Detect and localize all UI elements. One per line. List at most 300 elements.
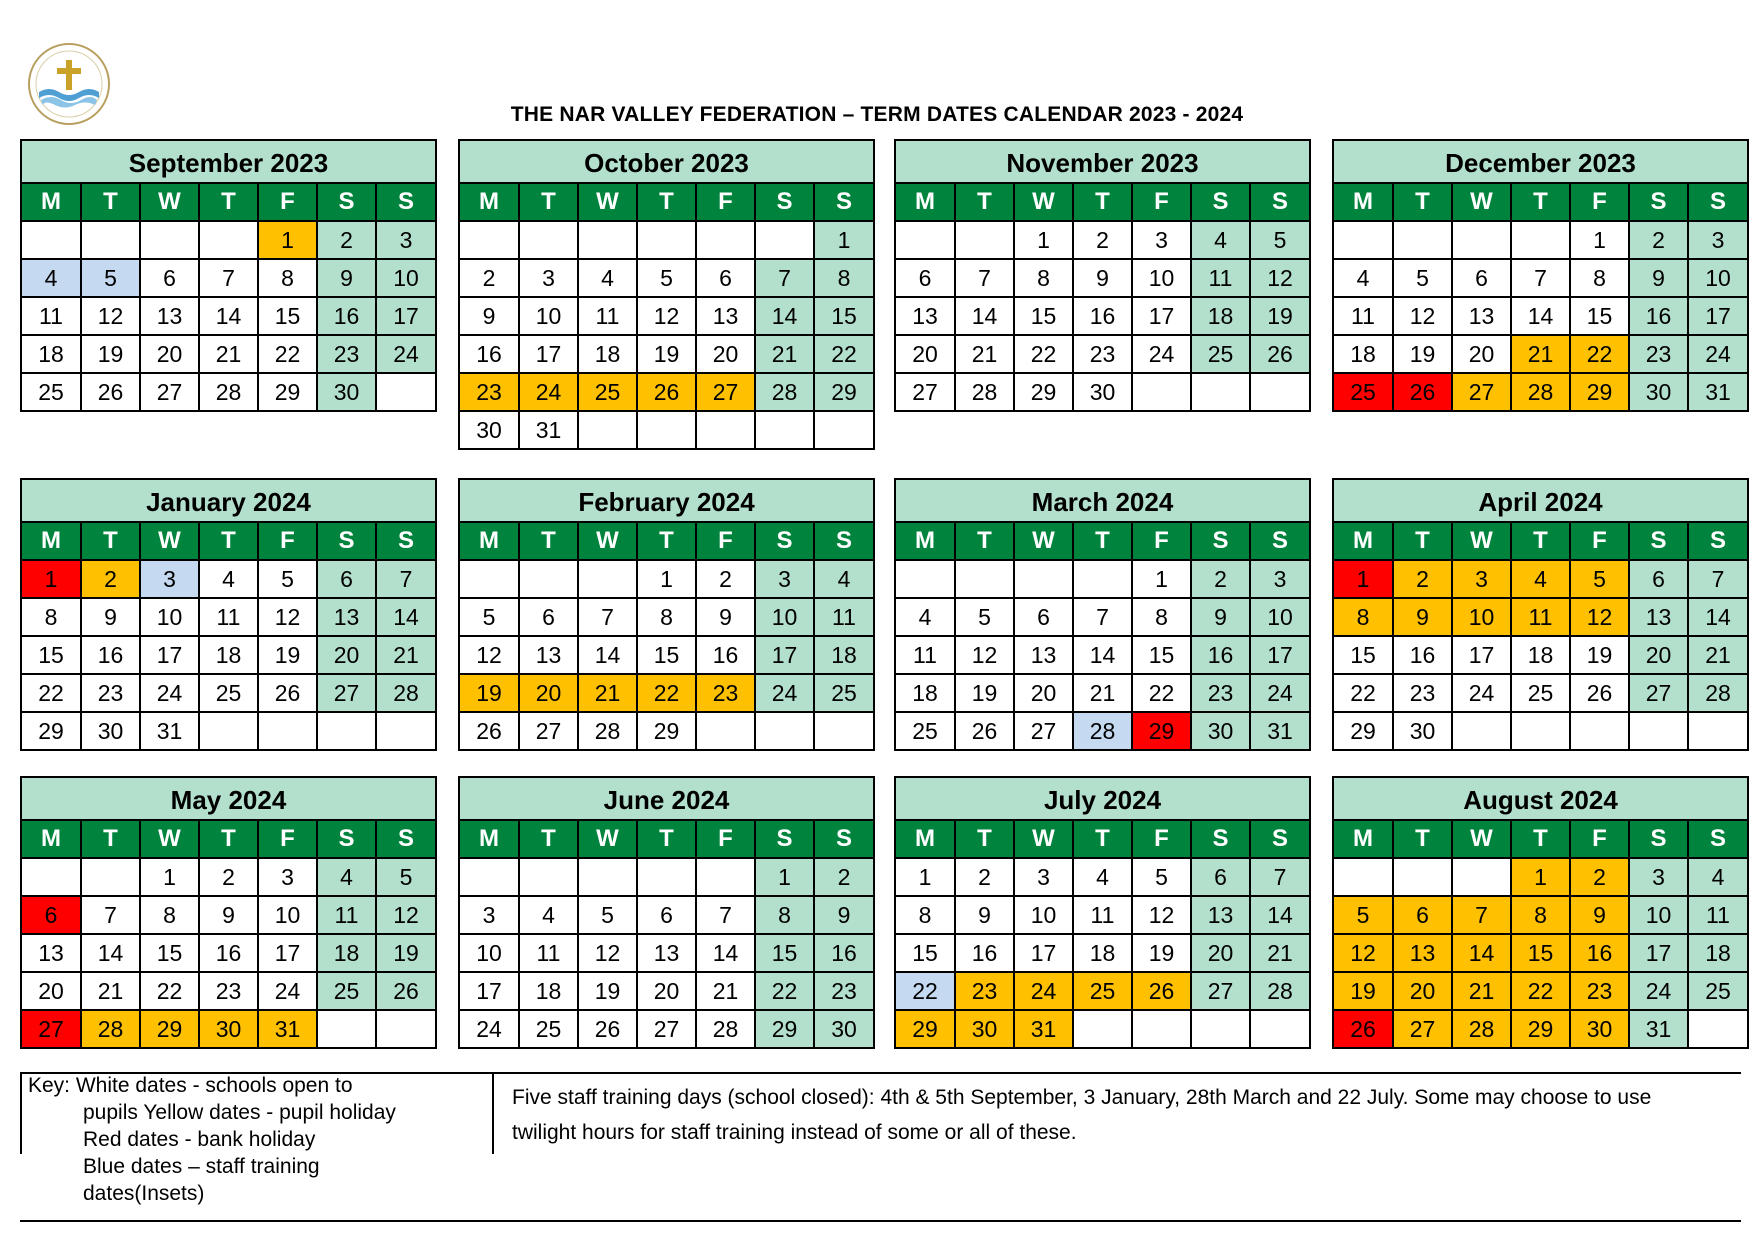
day-cell: 18 [1191,297,1250,335]
empty-cell [199,712,258,749]
day-cell: 9 [955,896,1014,934]
day-cell: 15 [896,934,955,972]
day-cell: 23 [1191,674,1250,712]
day-cell: 9 [460,297,519,335]
month-title: March 2024 [896,480,1309,523]
weekday-header: T [637,523,696,560]
weekday-header: S [1191,821,1250,858]
weekday-header: M [460,523,519,560]
day-cell: 2 [696,560,755,598]
day-cell: 22 [896,972,955,1010]
weekday-header: M [1334,821,1393,858]
day-cell: 23 [317,335,376,373]
day-cell: 16 [317,297,376,335]
day-cell: 28 [1511,373,1570,410]
day-cell: 13 [637,934,696,972]
weekday-header: S [1191,184,1250,221]
day-cell: 3 [519,259,578,297]
day-cell: 8 [896,896,955,934]
training-days-note: Five staff training days (school closed): 4th & 5th September, 3 January, 28th March and 22 July. Some may choose to use twilight hours for staff training instead of some or all of these. [512,1086,1652,1144]
day-cell: 23 [1629,335,1688,373]
day-cell: 14 [1250,896,1309,934]
day-cell: 21 [1250,934,1309,972]
weekday-header: W [1452,184,1511,221]
empty-cell [1073,1010,1132,1047]
day-cell: 13 [1452,297,1511,335]
day-cell: 17 [1250,636,1309,674]
empty-cell [317,1010,376,1047]
day-cell: 11 [1511,598,1570,636]
weekday-header: T [955,821,1014,858]
month-title: October 2023 [460,141,873,184]
day-cell: 31 [1014,1010,1073,1047]
day-cell: 19 [81,335,140,373]
weekday-header: T [1511,821,1570,858]
month-calendar [894,139,1311,412]
day-cell: 2 [1629,221,1688,259]
day-cell: 4 [1511,560,1570,598]
day-cell: 24 [519,373,578,411]
day-cell: 1 [258,221,317,259]
day-cell: 12 [1250,259,1309,297]
day-cell: 31 [519,411,578,448]
day-cell: 2 [317,221,376,259]
day-cell: 24 [1132,335,1191,373]
day-cell: 7 [955,259,1014,297]
day-cell: 15 [1132,636,1191,674]
day-cell: 10 [460,934,519,972]
day-cell: 23 [955,972,1014,1010]
weekday-header: M [460,184,519,221]
day-cell: 31 [258,1010,317,1047]
month-calendar [894,478,1311,751]
day-cell: 9 [814,896,873,934]
day-cell: 2 [814,858,873,896]
day-cell: 31 [1688,373,1747,410]
day-cell: 2 [81,560,140,598]
day-cell: 30 [814,1010,873,1047]
day-cell: 27 [317,674,376,712]
day-cell: 13 [896,297,955,335]
day-cell: 9 [696,598,755,636]
weekday-header: S [1688,523,1747,560]
day-cell: 2 [1191,560,1250,598]
day-cell: 22 [1014,335,1073,373]
day-cell: 20 [896,335,955,373]
day-cell: 14 [955,297,1014,335]
day-cell: 27 [1191,972,1250,1010]
day-cell: 4 [1191,221,1250,259]
weekday-header: S [1191,523,1250,560]
empty-cell [258,712,317,749]
day-cell: 28 [199,373,258,410]
day-cell: 26 [1393,373,1452,410]
day-cell: 20 [22,972,81,1010]
day-cell: 9 [199,896,258,934]
weekday-header: F [696,184,755,221]
day-cell: 14 [1452,934,1511,972]
key-legend [28,1072,478,1207]
weekday-header: M [896,523,955,560]
day-cell: 5 [258,560,317,598]
day-cell: 26 [376,972,435,1010]
day-cell: 6 [1191,858,1250,896]
month-title: May 2024 [22,778,435,821]
day-cell: 23 [1393,674,1452,712]
day-cell: 28 [1250,972,1309,1010]
day-cell: 20 [140,335,199,373]
day-cell: 12 [81,297,140,335]
day-cell: 16 [81,636,140,674]
day-cell: 13 [1629,598,1688,636]
day-cell: 2 [1393,560,1452,598]
day-cell: 27 [696,373,755,411]
day-cell: 7 [199,259,258,297]
day-cell: 19 [460,674,519,712]
day-cell: 11 [578,297,637,335]
day-cell: 3 [1629,858,1688,896]
day-cell: 27 [1452,373,1511,410]
day-cell: 18 [519,972,578,1010]
weekday-header: F [1132,821,1191,858]
day-cell: 7 [1688,560,1747,598]
weekday-header: T [199,821,258,858]
day-cell: 11 [1334,297,1393,335]
weekday-header: M [896,184,955,221]
day-cell: 12 [1132,896,1191,934]
day-cell: 20 [317,636,376,674]
weekday-header: S [317,821,376,858]
empty-cell [1452,221,1511,259]
day-cell: 17 [1014,934,1073,972]
day-cell: 10 [140,598,199,636]
day-cell: 28 [696,1010,755,1047]
month-title: June 2024 [460,778,873,821]
day-cell: 22 [637,674,696,712]
day-cell: 24 [1688,335,1747,373]
empty-cell [1014,560,1073,598]
day-cell: 6 [519,598,578,636]
empty-cell [376,373,435,410]
empty-cell [696,221,755,259]
month-title: July 2024 [896,778,1309,821]
empty-cell [1191,373,1250,410]
empty-cell [696,712,755,749]
weekday-header: S [376,821,435,858]
weekday-header: W [578,523,637,560]
key-line: Key: White dates - schools open to [28,1074,353,1097]
empty-cell [1629,712,1688,749]
day-cell: 13 [1191,896,1250,934]
day-cell: 29 [637,712,696,749]
day-cell: 9 [1570,896,1629,934]
day-cell: 5 [1570,560,1629,598]
day-cell: 30 [955,1010,1014,1047]
month-calendar [894,776,1311,1049]
weekday-header: T [1073,821,1132,858]
day-cell: 15 [22,636,81,674]
day-cell: 18 [1511,636,1570,674]
day-cell: 16 [1191,636,1250,674]
day-cell: 31 [1629,1010,1688,1047]
month-calendar [1332,478,1749,751]
day-cell: 27 [1629,674,1688,712]
day-cell: 26 [637,373,696,411]
day-cell: 20 [519,674,578,712]
day-cell: 22 [1334,674,1393,712]
empty-cell [578,411,637,448]
weekday-header: S [376,184,435,221]
day-cell: 13 [140,297,199,335]
day-cell: 15 [755,934,814,972]
day-cell: 28 [81,1010,140,1047]
weekday-header: T [1511,184,1570,221]
day-cell: 6 [1452,259,1511,297]
empty-cell [755,221,814,259]
day-cell: 13 [519,636,578,674]
day-cell: 12 [376,896,435,934]
day-cell: 4 [519,896,578,934]
day-cell: 6 [22,896,81,934]
day-cell: 29 [1132,712,1191,749]
weekday-header: T [955,523,1014,560]
day-cell: 24 [376,335,435,373]
empty-cell [637,858,696,896]
day-cell: 9 [1629,259,1688,297]
weekday-header: S [814,821,873,858]
weekday-header: T [1073,184,1132,221]
day-cell: 18 [814,636,873,674]
day-cell: 14 [578,636,637,674]
day-cell: 29 [258,373,317,410]
weekday-header: T [1073,523,1132,560]
day-cell: 21 [376,636,435,674]
day-cell: 24 [755,674,814,712]
day-cell: 29 [814,373,873,411]
day-cell: 5 [1250,221,1309,259]
day-cell: 25 [896,712,955,749]
day-cell: 7 [1452,896,1511,934]
day-cell: 12 [578,934,637,972]
day-cell: 20 [1014,674,1073,712]
day-cell: 20 [1452,335,1511,373]
day-cell: 1 [896,858,955,896]
month-title: January 2024 [22,480,435,523]
day-cell: 12 [1393,297,1452,335]
weekday-header: M [1334,184,1393,221]
day-cell: 27 [896,373,955,410]
weekday-header: W [140,184,199,221]
day-cell: 8 [1014,259,1073,297]
day-cell: 7 [696,896,755,934]
day-cell: 16 [696,636,755,674]
day-cell: 25 [1511,674,1570,712]
day-cell: 15 [814,297,873,335]
weekday-header: S [1629,184,1688,221]
day-cell: 23 [199,972,258,1010]
day-cell: 22 [1511,972,1570,1010]
empty-cell [814,712,873,749]
day-cell: 1 [140,858,199,896]
day-cell: 16 [955,934,1014,972]
day-cell: 20 [1191,934,1250,972]
empty-cell [955,560,1014,598]
day-cell: 11 [1191,259,1250,297]
empty-cell [696,858,755,896]
day-cell: 24 [1629,972,1688,1010]
day-cell: 7 [1511,259,1570,297]
empty-cell [460,858,519,896]
day-cell: 6 [317,560,376,598]
day-cell: 5 [955,598,1014,636]
day-cell: 20 [1629,636,1688,674]
empty-cell [578,858,637,896]
empty-cell [199,221,258,259]
day-cell: 3 [376,221,435,259]
weekday-header: W [578,184,637,221]
day-cell: 2 [1073,221,1132,259]
key-line: dates(Insets) [83,1182,205,1205]
weekday-header: M [1334,523,1393,560]
empty-cell [1688,712,1747,749]
day-cell: 13 [696,297,755,335]
weekday-header: F [1570,821,1629,858]
day-cell: 11 [199,598,258,636]
empty-cell [578,560,637,598]
day-cell: 3 [1250,560,1309,598]
month-title: February 2024 [460,480,873,523]
day-cell: 26 [1132,972,1191,1010]
weekday-header: F [258,184,317,221]
weekday-header: S [376,523,435,560]
day-cell: 18 [199,636,258,674]
weekday-header: F [258,523,317,560]
day-cell: 17 [376,297,435,335]
day-cell: 15 [1570,297,1629,335]
day-cell: 2 [460,259,519,297]
empty-cell [1191,1010,1250,1047]
day-cell: 17 [1629,934,1688,972]
day-cell: 7 [578,598,637,636]
weekday-header: W [1452,821,1511,858]
weekday-header: F [1132,184,1191,221]
day-cell: 1 [1014,221,1073,259]
day-cell: 19 [1250,297,1309,335]
key-line: pupils Yellow dates - pupil holiday [83,1101,396,1124]
month-calendar [1332,139,1749,412]
day-cell: 11 [1073,896,1132,934]
empty-cell [578,221,637,259]
weekday-header: T [81,184,140,221]
day-cell: 9 [1191,598,1250,636]
weekday-header: S [755,821,814,858]
day-cell: 28 [1073,712,1132,749]
day-cell: 10 [755,598,814,636]
day-cell: 7 [1250,858,1309,896]
day-cell: 27 [1393,1010,1452,1047]
day-cell: 23 [1073,335,1132,373]
day-cell: 19 [258,636,317,674]
day-cell: 28 [578,712,637,749]
empty-cell [1334,221,1393,259]
empty-cell [317,712,376,749]
day-cell: 8 [637,598,696,636]
day-cell: 17 [258,934,317,972]
day-cell: 31 [140,712,199,749]
weekday-header: S [1250,184,1309,221]
empty-cell [1073,560,1132,598]
day-cell: 3 [1014,858,1073,896]
day-cell: 24 [258,972,317,1010]
day-cell: 16 [460,335,519,373]
day-cell: 6 [696,259,755,297]
day-cell: 14 [1073,636,1132,674]
day-cell: 4 [22,259,81,297]
day-cell: 10 [1014,896,1073,934]
empty-cell [22,221,81,259]
day-cell: 31 [1250,712,1309,749]
day-cell: 14 [696,934,755,972]
day-cell: 10 [1132,259,1191,297]
day-cell: 8 [258,259,317,297]
day-cell: 15 [140,934,199,972]
day-cell: 3 [258,858,317,896]
day-cell: 14 [376,598,435,636]
day-cell: 25 [317,972,376,1010]
month-calendar [20,776,437,1049]
day-cell: 30 [1629,373,1688,410]
day-cell: 1 [1334,560,1393,598]
day-cell: 29 [1014,373,1073,410]
day-cell: 17 [1132,297,1191,335]
day-cell: 4 [1334,259,1393,297]
key-divider-left [20,1072,22,1154]
weekday-header: S [755,523,814,560]
day-cell: 25 [1191,335,1250,373]
month-calendar [20,478,437,751]
weekday-header: W [140,821,199,858]
day-cell: 16 [1393,636,1452,674]
day-cell: 20 [696,335,755,373]
day-cell: 18 [1073,934,1132,972]
month-calendar [1332,776,1749,1049]
day-cell: 30 [1570,1010,1629,1047]
day-cell: 28 [1688,674,1747,712]
day-cell: 22 [140,972,199,1010]
day-cell: 29 [140,1010,199,1047]
day-cell: 22 [1132,674,1191,712]
day-cell: 17 [460,972,519,1010]
day-cell: 27 [1014,712,1073,749]
weekday-header: S [1688,184,1747,221]
day-cell: 10 [1452,598,1511,636]
weekday-header: T [199,184,258,221]
day-cell: 16 [814,934,873,972]
month-calendar [458,776,875,1049]
day-cell: 12 [258,598,317,636]
day-cell: 23 [696,674,755,712]
day-cell: 16 [199,934,258,972]
day-cell: 10 [258,896,317,934]
empty-cell [519,858,578,896]
day-cell: 4 [578,259,637,297]
day-cell: 8 [814,259,873,297]
day-cell: 8 [755,896,814,934]
empty-cell [814,411,873,448]
day-cell: 10 [1629,896,1688,934]
day-cell: 7 [81,896,140,934]
empty-cell [696,411,755,448]
